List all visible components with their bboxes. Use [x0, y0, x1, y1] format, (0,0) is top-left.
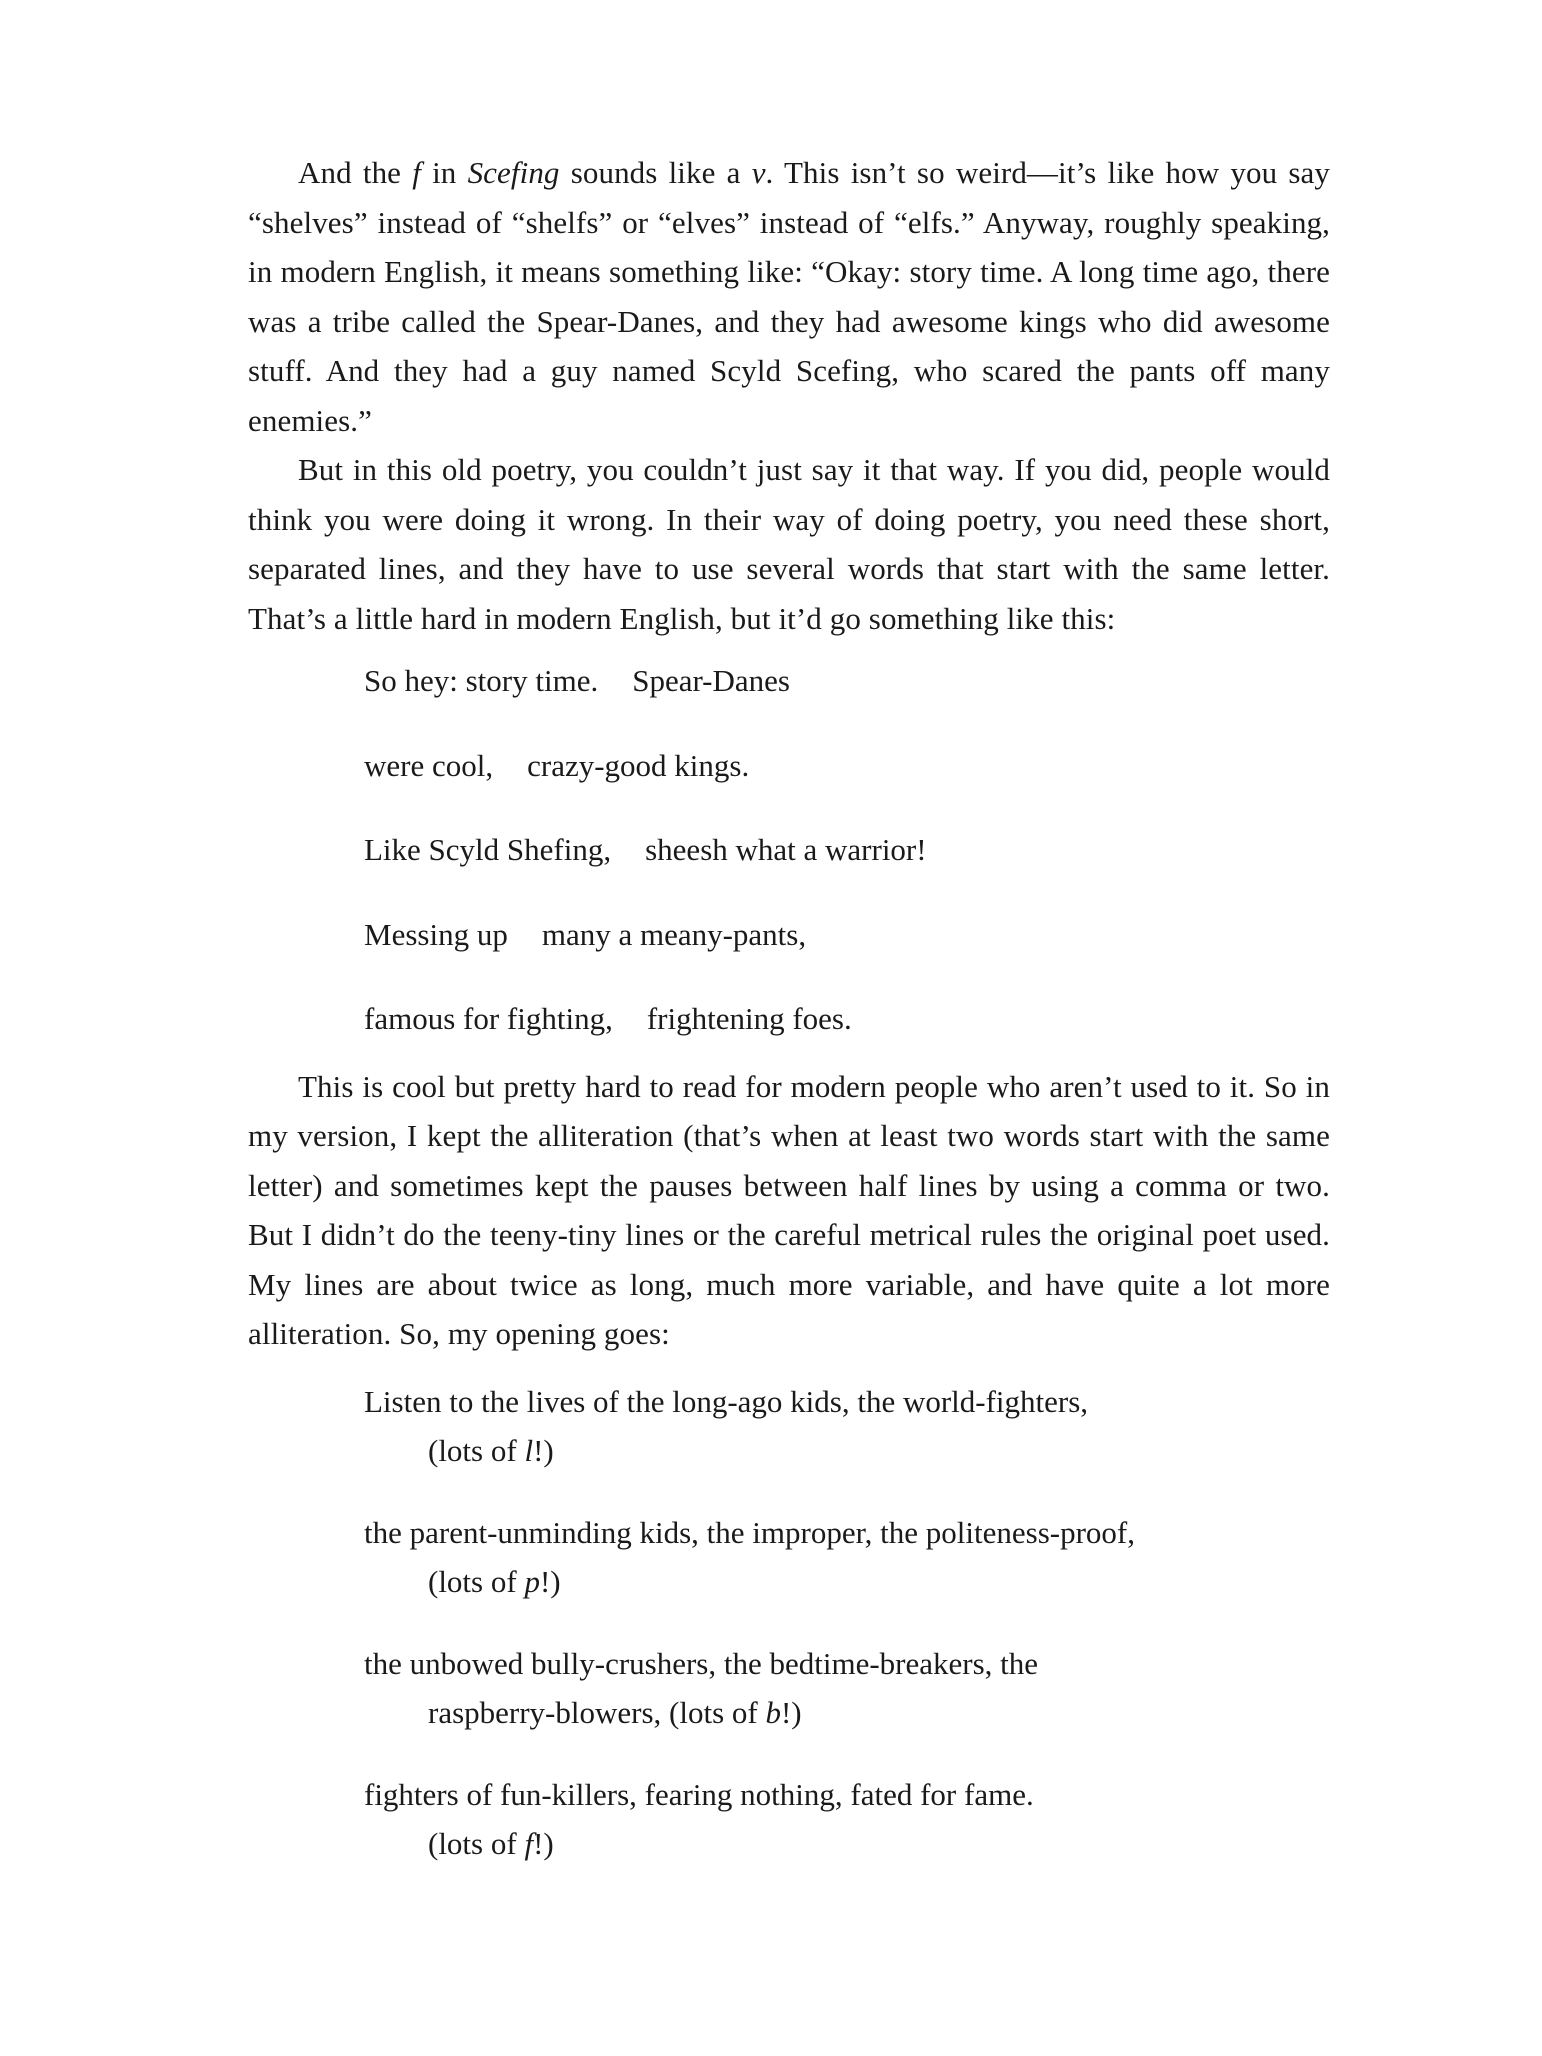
page-body	[248, 148, 1330, 1901]
alliteration-note: (lots of f!)	[428, 1826, 554, 1861]
verse-text: Listen to the lives of the long-ago kids, the world-fighters,	[364, 1383, 1089, 1419]
verse-text: fighters of fun-killers, fearing nothing, fated for fame.	[364, 1776, 1034, 1812]
italic-letter-v: v	[751, 155, 766, 190]
half-line-first: were cool,	[364, 747, 494, 783]
half-line-second: many a meany-pants,	[541, 916, 807, 952]
italic-letter-f: f	[412, 155, 421, 190]
verse-line	[364, 825, 1330, 875]
italic-letter: p	[524, 1564, 540, 1599]
verse-text: the parent-unminding kids, the improper, the politeness-proof,	[364, 1514, 1136, 1550]
italic-letter: b	[765, 1695, 781, 1730]
half-line-first: famous for fighting,	[364, 1001, 613, 1036]
verse-line	[364, 910, 1330, 960]
alliteration-note: (lots of l!)	[428, 1433, 554, 1468]
paragraph-my-version: This is cool but pretty hard to read for modern people who aren’t used to it. So in my version, I kept the alliteration (that’s when at least two words start with the same letter) and sometimes kept the pauses between half lines by using a comma or two. But I didn’t do the teeny-tiny lines or the careful metrical rules the original poet used. My lines are about twice as long, much more variable, and have quite a lot more alliteration. So, my opening goes:	[248, 1068, 1330, 1351]
half-line-second: Spear-Danes	[632, 663, 790, 698]
half-line-first: So hey: story time.	[364, 663, 599, 698]
verse-line	[364, 656, 1330, 706]
verse-line	[364, 1639, 1330, 1738]
half-line-second: frightening foes.	[646, 1001, 852, 1036]
verse-line	[364, 1770, 1330, 1869]
half-line-second: crazy-good kings.	[527, 747, 750, 783]
half-line-second: sheesh what a warrior!	[645, 832, 927, 867]
half-line-first: Like Scyld Shefing,	[364, 832, 612, 867]
verse-text: the unbowed bully-crushers, the bedtime-breakers, the	[364, 1645, 1039, 1681]
italic-letter: l	[524, 1433, 534, 1468]
alliteration-note: raspberry-blowers, (lots of b!)	[428, 1695, 802, 1730]
verse-line	[364, 994, 1330, 1044]
verse-line	[364, 741, 1330, 791]
paragraph-scefing-pronunciation: And the f in Scefing sounds like a v. This isn’t so weird—it’s like how you say “shelves” instead of “shelfs” or “elves” instead of “elfs.” Anyway, roughly speaking, in modern English, it means something like: “Okay: story time. A long time ago, there was a tribe called the Spear-Danes, and they had awesome kings who did awesome stuff. And they had a guy named Scyld Scefing, who scared the pants off many enemies.”	[248, 155, 1331, 438]
verse-modern	[364, 1377, 1330, 1869]
half-line-first: Messing up	[364, 916, 508, 952]
verse-continuation: raspberry-blowers,	[428, 1695, 670, 1730]
verse-alliterative	[364, 656, 1330, 1044]
alliteration-note: (lots of p!)	[428, 1564, 561, 1599]
italic-letter: f	[524, 1826, 534, 1861]
verse-line	[364, 1508, 1330, 1607]
verse-line	[364, 1377, 1330, 1476]
paragraph-old-poetry: But in this old poetry, you couldn’t just say it that way. If you did, people would think you were doing it wrong. In their way of doing poetry, you need these short, separated lines, and they have to use several words that start with the same letter. That’s a little hard in modern English, but it’d go something like this:	[248, 452, 1330, 636]
italic-word-scefing: Scefing	[467, 155, 560, 190]
